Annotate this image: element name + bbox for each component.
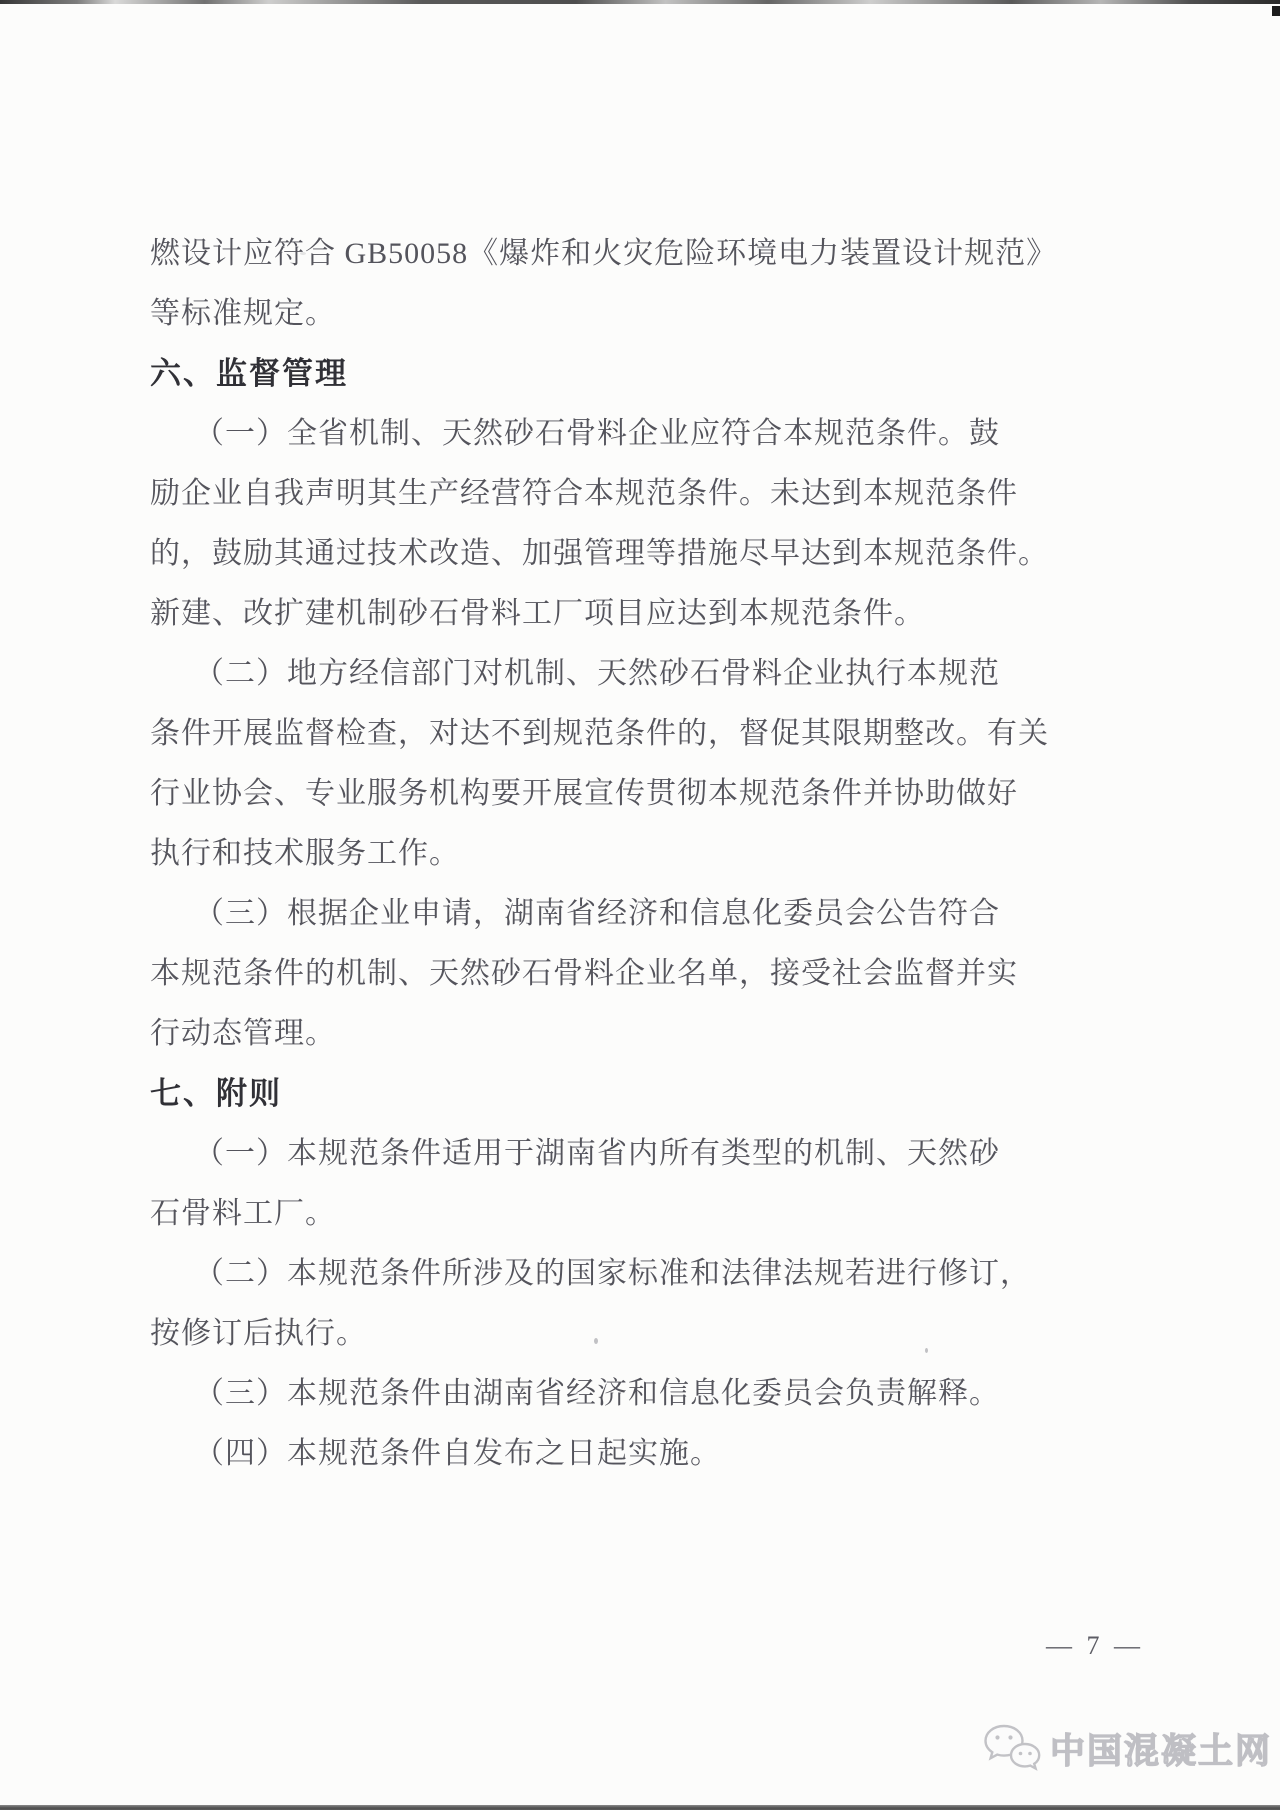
watermark bbox=[982, 1722, 1272, 1776]
text-line: 等标准规定。 bbox=[150, 297, 336, 330]
section-heading-6: 六、监督管理 bbox=[150, 356, 348, 391]
text-line: （二）本规范条件所涉及的国家标准和法律法规若进行修订， bbox=[194, 1257, 1031, 1290]
text-line: 执行和技术服务工作。 bbox=[150, 837, 460, 870]
text-line: 本规范条件的机制、天然砂石骨料企业名单，接受社会监督并实 bbox=[150, 957, 1018, 990]
text-line: （四）本规范条件自发布之日起实施。 bbox=[194, 1437, 721, 1470]
text-line: 新建、改扩建机制砂石骨料工厂项目应达到本规范条件。 bbox=[150, 597, 925, 630]
text-line: 按修订后执行。 bbox=[150, 1317, 367, 1350]
wechat-icon bbox=[982, 1722, 1042, 1776]
text-line: （三）本规范条件由湖南省经济和信息化委员会负责解释。 bbox=[194, 1377, 1000, 1410]
text-line: 的，鼓励其通过技术改造、加强管理等措施尽早达到本规范条件。 bbox=[150, 537, 1049, 570]
text-line: （二）地方经信部门对机制、天然砂石骨料企业执行本规范 bbox=[194, 657, 1000, 690]
text-line: 石骨料工厂。 bbox=[150, 1197, 336, 1230]
section-heading-7: 七、附则 bbox=[150, 1076, 282, 1111]
text-line: （一）全省机制、天然砂石骨料企业应符合本规范条件。鼓 bbox=[194, 417, 1000, 450]
text-line: （一）本规范条件适用于湖南省内所有类型的机制、天然砂 bbox=[194, 1137, 1000, 1170]
text-line: 条件开展监督检查，对达不到规范条件的，督促其限期整改。有关 bbox=[150, 717, 1049, 750]
text-line: 行业协会、专业服务机构要开展宣传贯彻本规范条件并协助做好 bbox=[150, 777, 1018, 810]
watermark-text: 中国混凝土网 bbox=[1050, 1732, 1273, 1771]
text-line: 励企业自我声明其生产经营符合本规范条件。未达到本规范条件 bbox=[150, 477, 1018, 510]
scan-artifact-top-edge bbox=[0, 0, 1280, 4]
text-line: （三）根据企业申请，湖南省经济和信息化委员会公告符合 bbox=[194, 897, 1000, 930]
document-body bbox=[150, 224, 1150, 1484]
scan-artifact-corner-mark bbox=[1272, 6, 1280, 16]
page-number: — 7 — bbox=[1046, 1631, 1144, 1660]
text-line: 燃设计应符合 GB50058《爆炸和火灾危险环境电力装置设计规范》 bbox=[150, 237, 1058, 270]
text-line: 行动态管理。 bbox=[150, 1017, 336, 1050]
scan-artifact-bottom-edge bbox=[0, 1805, 1280, 1810]
